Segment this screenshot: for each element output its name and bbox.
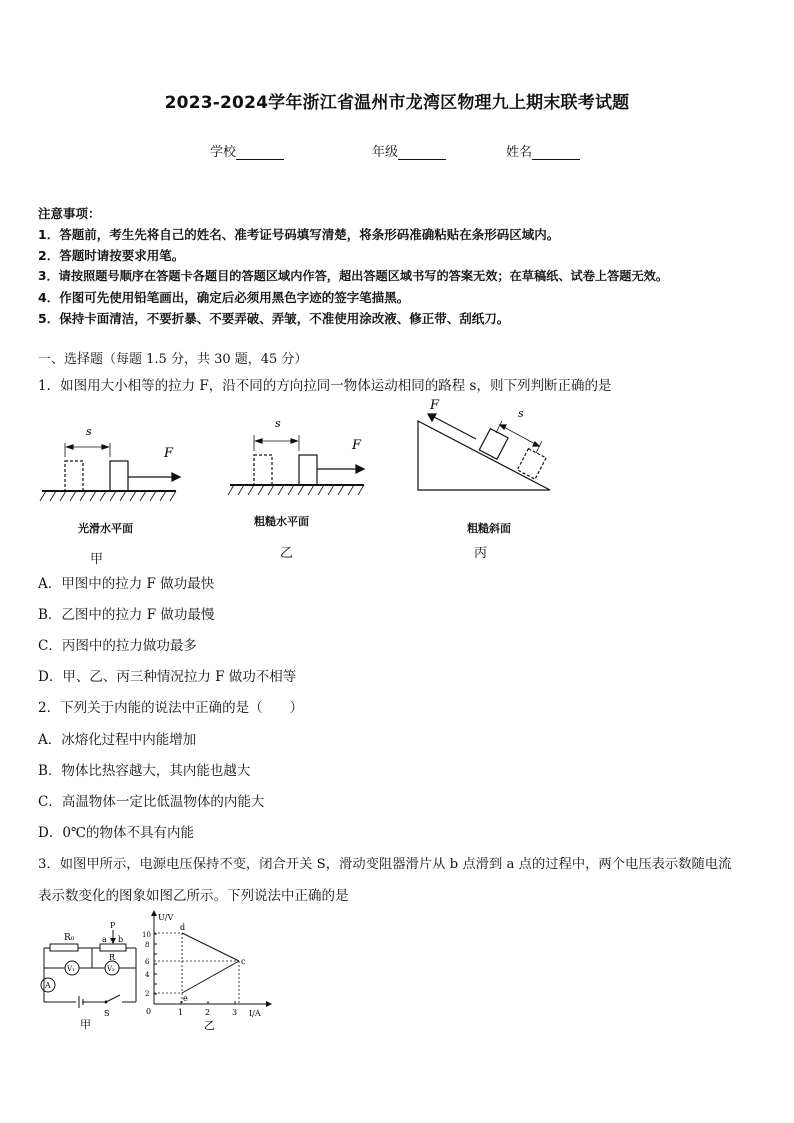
school-label: 学校 xyxy=(210,145,237,160)
q3-circuit xyxy=(36,916,146,1031)
r-label: R xyxy=(109,953,116,962)
b-label: b xyxy=(118,935,124,944)
x-tick: 2 xyxy=(205,1008,211,1017)
r0-label: R₀ xyxy=(64,933,75,943)
ammeter-label: A xyxy=(45,981,51,990)
name-field[interactable] xyxy=(506,141,580,160)
note-item: 5．保持卡面清洁，不要折暴、不要弄破、弄皱，不准使用涂改液、修正带、刮纸刀。 xyxy=(38,311,510,326)
q1-f-label: F xyxy=(430,398,440,413)
v1-label: V₁ xyxy=(67,965,75,973)
q1-f-label: F xyxy=(352,438,362,453)
q2-option-c: C．高温物体一定比低温物体的内能大 xyxy=(38,794,265,810)
graph-ylabel: U/V xyxy=(158,913,174,922)
page-title: 2023-2024学年浙江省温州市龙湾区物理九上期末联考试题 xyxy=(164,93,630,113)
caption-b: 粗糙水平面 xyxy=(254,515,309,528)
q2-stem: 2．下列关于内能的说法中正确的是（ ） xyxy=(38,700,304,716)
y-tick: 8 xyxy=(145,941,150,949)
sub-c: 丙 xyxy=(474,546,488,561)
q1-s-label: s xyxy=(518,407,524,420)
q1-s-label: s xyxy=(275,417,281,430)
q2-option-d: D．0℃的物体不具有内能 xyxy=(38,825,195,841)
q1-option-c: C．丙图中的拉力做功最多 xyxy=(38,638,197,654)
notes-heading: 注意事项： xyxy=(38,206,101,221)
section-heading: 一、选择题（每题 1.5 分，共 30 题，45 分） xyxy=(38,352,308,367)
v2-label: V₂ xyxy=(107,965,115,973)
q1-option-a: A．甲图中的拉力 F 做功最快 xyxy=(38,576,215,592)
x-tick: 1 xyxy=(178,1008,184,1017)
note-item: 4．作图可先使用铅笔画出，确定后必须用黑色字迹的签字笔描黑。 xyxy=(38,290,410,305)
sub-b: 乙 xyxy=(280,546,294,561)
graph-sub: 乙 xyxy=(204,1019,215,1032)
p-label: P xyxy=(110,921,116,930)
grade-label: 年级 xyxy=(372,145,399,160)
q1-option-b: B．乙图中的拉力 F 做功最慢 xyxy=(38,607,215,623)
sub-a: 甲 xyxy=(90,552,104,567)
a-label: a xyxy=(102,935,107,944)
q1-option-d: D．甲、乙、丙三种情况拉力 F 做功不相等 xyxy=(38,669,297,685)
caption-c: 粗糙斜面 xyxy=(467,522,511,535)
y-tick: 10 xyxy=(142,931,151,939)
switch-label: S xyxy=(104,1009,110,1018)
circuit-sub: 甲 xyxy=(80,1018,91,1031)
grade-field[interactable] xyxy=(372,141,446,160)
q3-stem-line1: 3．如图甲所示，电源电压保持不变，闭合开关 S，滑动变阻器滑片从 b 点滑到 a 点的过程中，两个电压表示数随电流 xyxy=(38,857,732,872)
point-e: e xyxy=(183,994,188,1003)
graph-xlabel: I/A xyxy=(249,1009,261,1018)
note-item: 3．请按照题号顺序在答题卡各题目的答题区域内作答，超出答题区域书写的答案无效；在草稿纸、试卷上答题无效。 xyxy=(38,269,669,283)
q3-stem-line2: 表示数变化的图象如图乙所示。下列说法中正确的是 xyxy=(38,888,349,904)
point-d: d xyxy=(180,923,186,932)
q1-f-label: F xyxy=(164,446,174,461)
caption-a: 光滑水平面 xyxy=(78,522,133,535)
q3-graph xyxy=(140,908,280,1033)
q2-option-b: B．物体比热容越大，其内能也越大 xyxy=(38,763,251,779)
y-tick: 6 xyxy=(145,958,150,966)
q1-stem: 1．如图用大小相等的拉力 F，沿不同的方向拉同一物体运动相同的路程 s，则下列判断正确的是 xyxy=(38,378,612,394)
y-tick: 4 xyxy=(145,971,150,979)
point-c: c xyxy=(241,957,246,966)
school-field[interactable] xyxy=(210,141,284,160)
graph-origin: 0 xyxy=(146,1007,152,1016)
y-tick: 2 xyxy=(145,990,150,998)
q1-s-label: s xyxy=(86,425,92,438)
note-item: 1．答题前，考生先将自己的姓名、准考证号码填写清楚，将条形码准确粘贴在条形码区域内。 xyxy=(38,227,560,242)
note-item: 2．答题时请按要求用笔。 xyxy=(38,248,185,263)
name-label: 姓名 xyxy=(506,145,533,160)
x-tick: 3 xyxy=(232,1008,238,1017)
q1-figure xyxy=(30,395,570,565)
q2-option-a: A．冰熔化过程中内能增加 xyxy=(38,732,197,748)
